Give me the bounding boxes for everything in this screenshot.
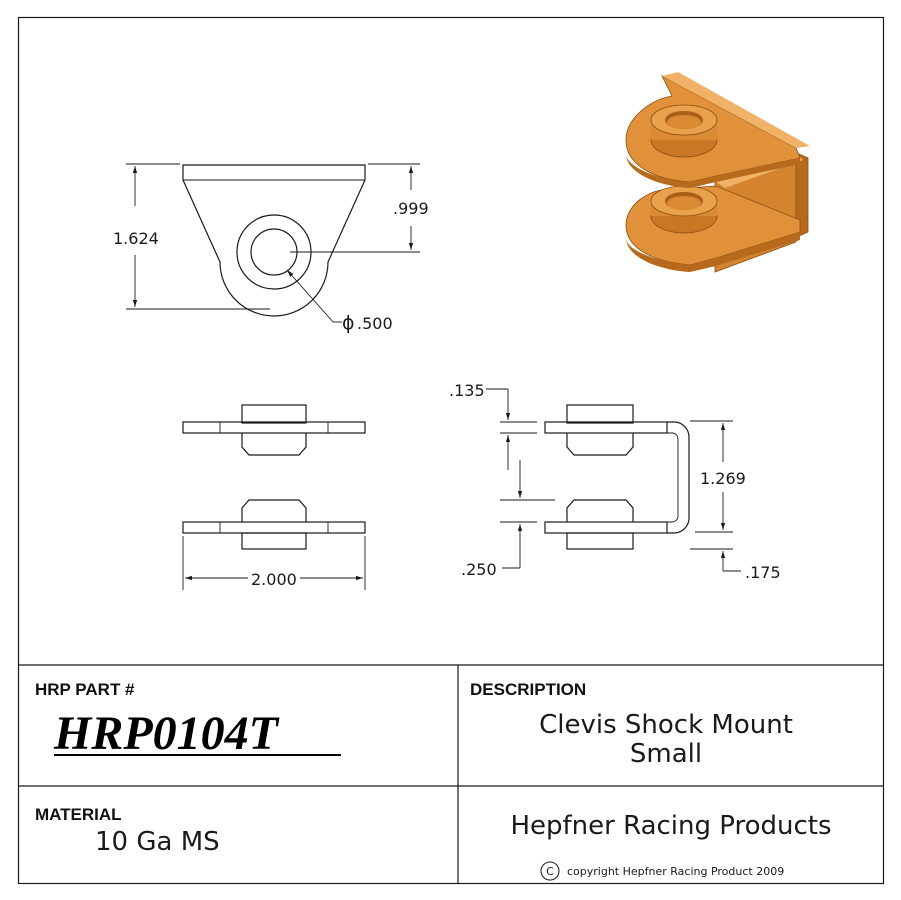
dim-hole-center	[290, 164, 429, 252]
dim-gap	[690, 421, 746, 532]
part-number: HRP0104T	[54, 707, 278, 760]
material-value: 10 Ga MS	[95, 827, 220, 857]
dim-bend-thickness	[690, 549, 781, 582]
dim-text-2000: 2.000	[251, 570, 297, 589]
description-line2: Small	[629, 739, 703, 769]
description-label: DESCRIPTION	[470, 680, 587, 699]
dim-text-1624: 1.624	[113, 229, 159, 248]
dim-hole-diameter	[287, 270, 393, 334]
dim-text-175: .175	[745, 563, 781, 582]
part-label: HRP PART #	[35, 680, 135, 699]
dim-plate-thickness	[449, 381, 508, 470]
top-view	[183, 405, 365, 549]
side-view	[500, 405, 689, 549]
copyright-symbol: C	[546, 865, 554, 878]
dim-height-overall	[113, 164, 270, 309]
material-label: MATERIAL	[35, 805, 122, 824]
dim-boss-height	[461, 460, 520, 579]
front-view	[183, 165, 365, 316]
dim-width	[183, 536, 365, 590]
dim-text-999: .999	[393, 199, 429, 218]
dim-text-135: .135	[449, 381, 485, 400]
dim-text-1269: 1.269	[700, 469, 746, 488]
description-line1: Clevis Shock Mount	[539, 710, 793, 740]
dim-text-500: .500	[357, 314, 393, 333]
copyright-text: copyright Hepfner Racing Product 2009	[567, 865, 785, 878]
isometric-view	[626, 72, 810, 272]
company-name: Hepfner Racing Products	[510, 811, 832, 841]
title-block	[18, 665, 884, 884]
diameter-symbol: ϕ	[342, 312, 355, 334]
dim-text-250: .250	[461, 560, 497, 579]
